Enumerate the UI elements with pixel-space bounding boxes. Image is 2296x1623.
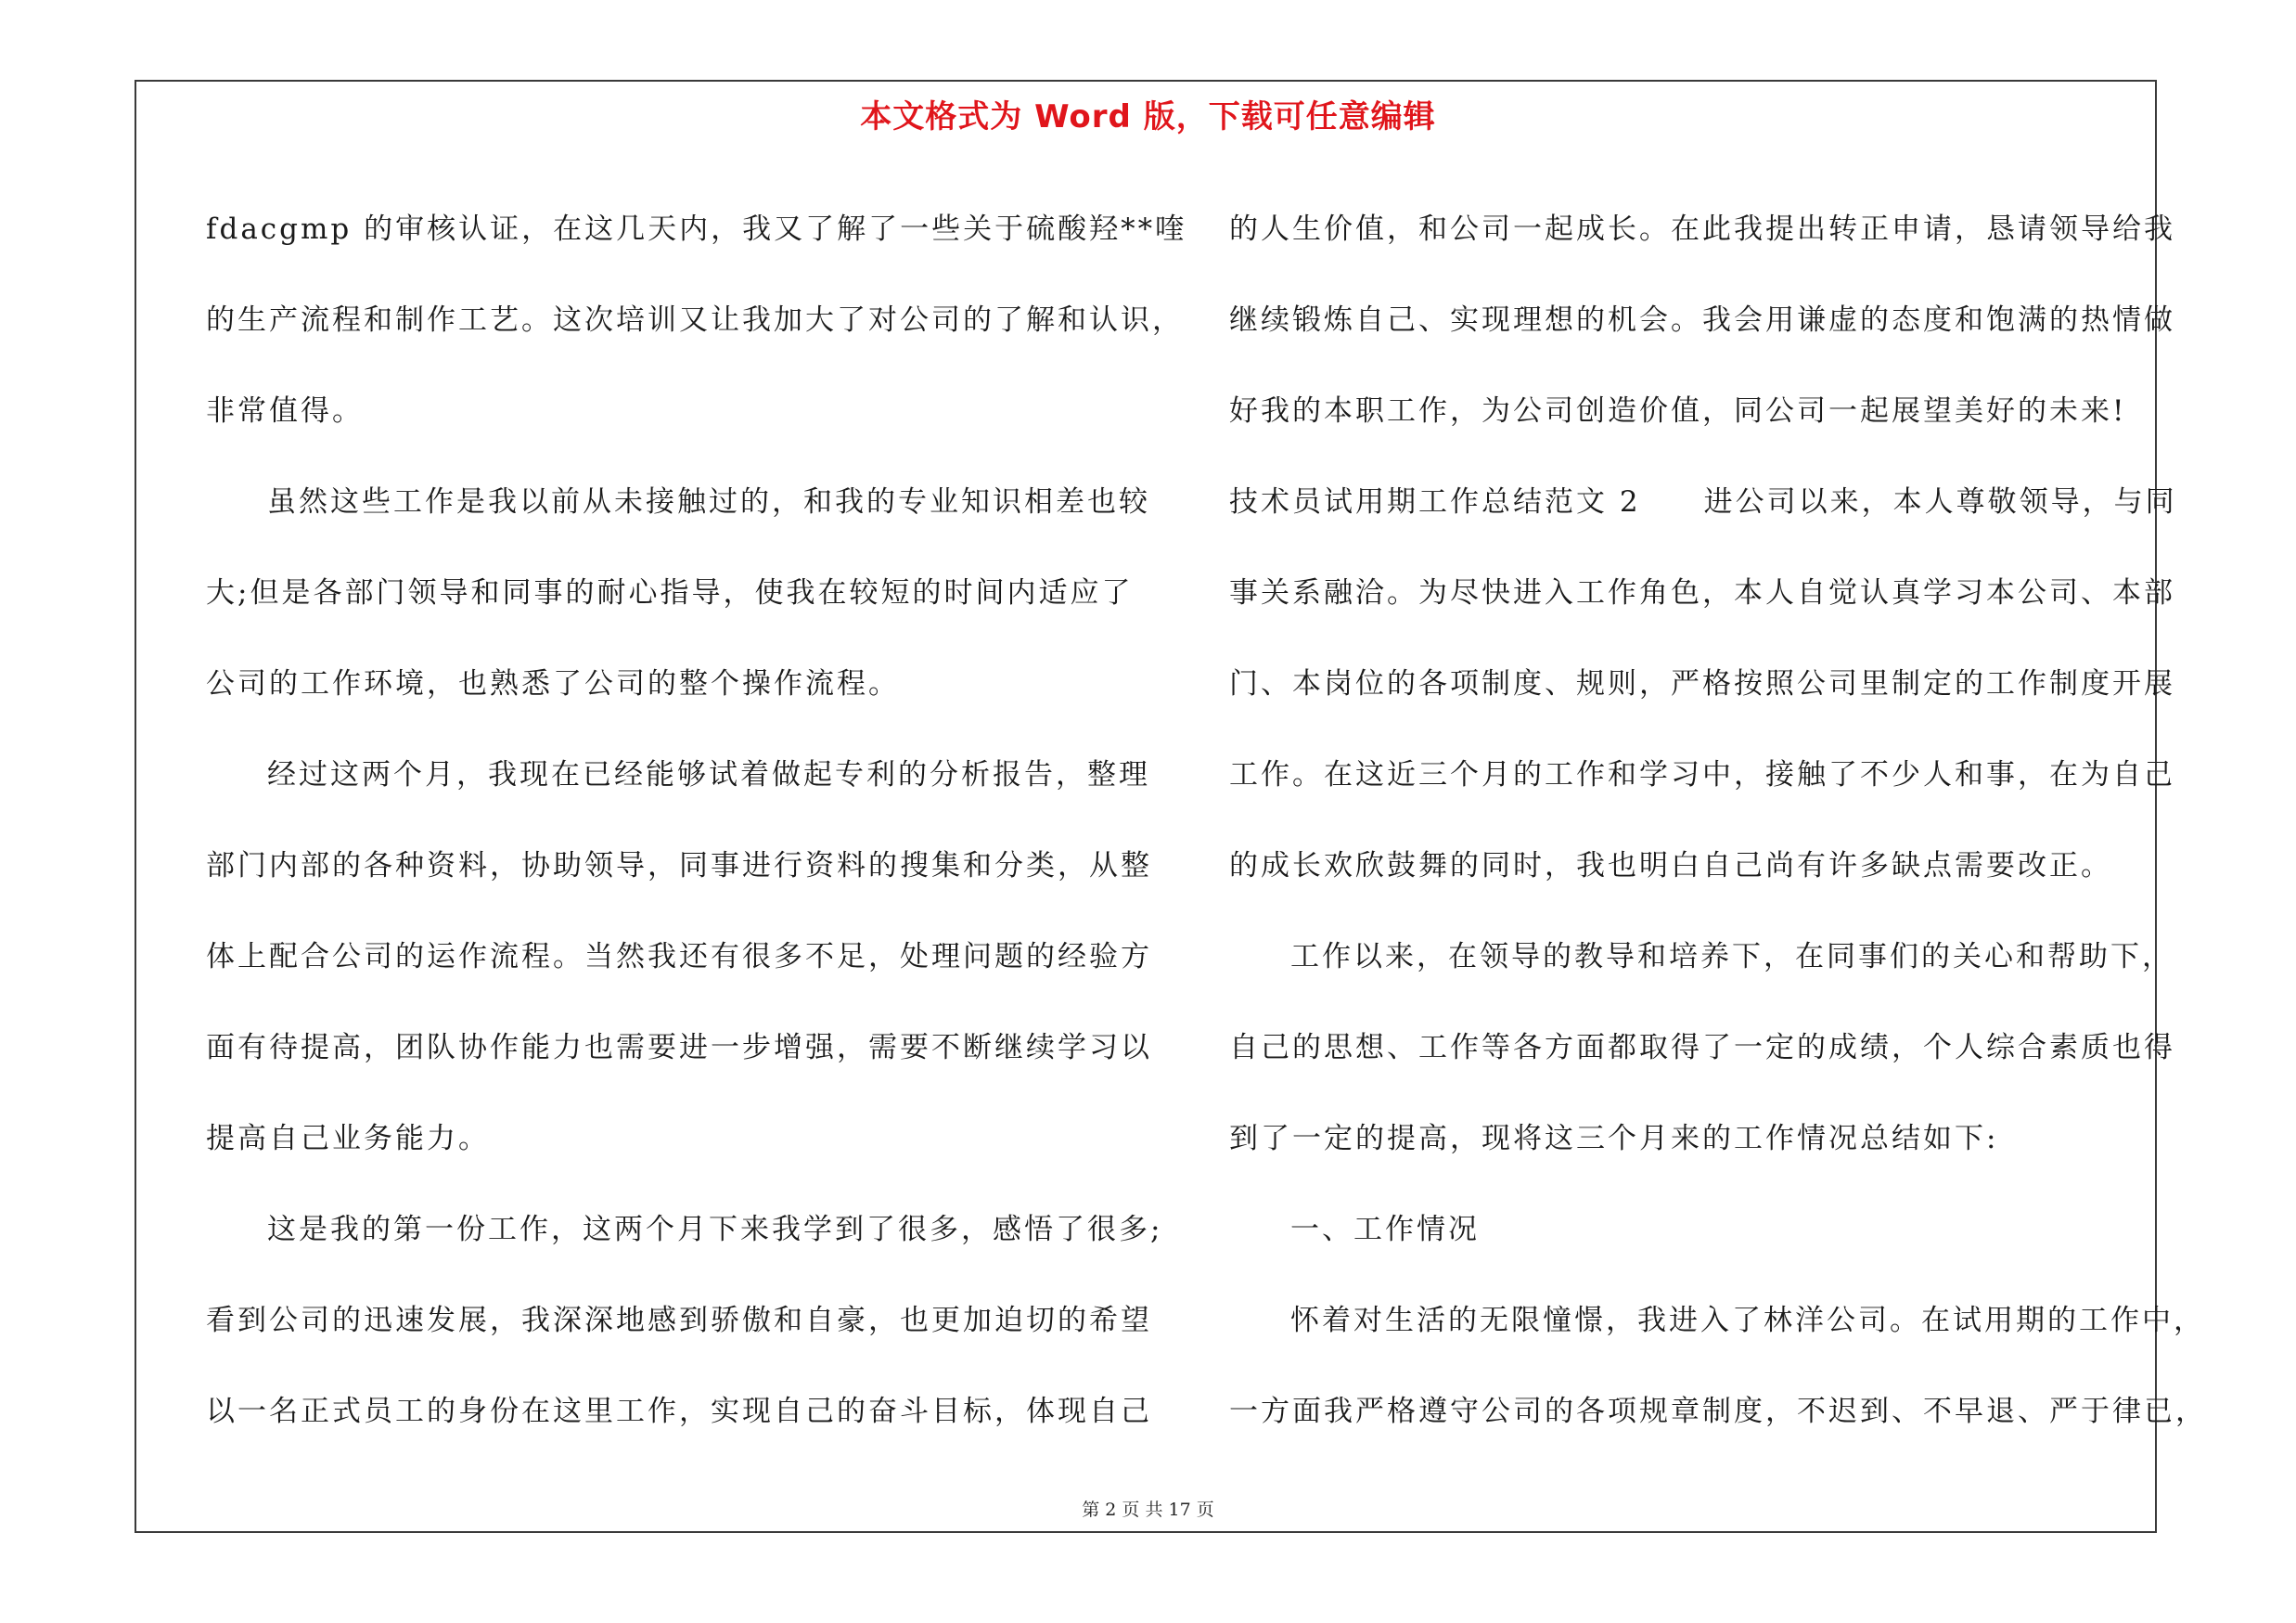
text-line: 以一名正式员工的身份在这里工作，实现自己的奋斗目标，体现自己 [206, 1395, 1152, 1428]
text-line: 公司的工作环境，也熟悉了公司的整个操作流程。 [206, 667, 900, 701]
page-footer: 第 2 页 共 17 页 [1082, 1500, 1214, 1520]
text-line: 到了一定的提高，现将这三个月来的工作情况总结如下: [1229, 1122, 1999, 1155]
text-line: 的成长欢欣鼓舞的同时，我也明白自己尚有许多缺点需要改正。 [1229, 849, 2112, 882]
text-line: 大;但是各部门领导和同事的耐心指导，使我在较短的时间内适应了 [206, 576, 1134, 610]
text-line: 好我的本职工作，为公司创造价值，同公司一起展望美好的未来! [1229, 394, 2127, 428]
text-line: 的人生价值，和公司一起成长。在此我提出转正申请，恳请领导给我 [1229, 213, 2175, 246]
text-line: 怀着对生活的无限憧憬，我进入了林洋公司。在试用期的工作中， [1290, 1304, 2205, 1337]
text-line: 这是我的第一份工作，这两个月下来我学到了很多，感悟了很多; [267, 1213, 1163, 1246]
text-line: 的生产流程和制作工艺。这次培训又让我加大了对公司的了解和认识， [206, 303, 1184, 337]
left-column [206, 184, 1187, 1457]
right-column [1229, 184, 2207, 1457]
text-line: 面有待提高，团队协作能力也需要进一步增强，需要不断继续学习以 [206, 1031, 1152, 1064]
text-line: 自己的思想、工作等各方面都取得了一定的成绩，个人综合素质也得 [1229, 1031, 2175, 1064]
text-line: 工作以来，在领导的教导和培养下，在同事们的关心和帮助下， [1290, 940, 2174, 973]
text-line: 工作。在这近三个月的工作和学习中，接触了不少人和事，在为自己 [1229, 758, 2175, 792]
text-line: 看到公司的迅速发展，我深深地感到骄傲和自豪，也更加迫切的希望 [206, 1304, 1152, 1337]
text-line: 体上配合公司的运作流程。当然我还有很多不足，处理问题的经验方 [206, 940, 1152, 973]
text-line: 继续锻炼自己、实现理想的机会。我会用谦虚的态度和饱满的热情做 [1229, 303, 2175, 337]
text-line: 一方面我严格遵守公司的各项规章制度，不迟到、不早退、严于律已， [1229, 1395, 2207, 1428]
text-line: 非常值得。 [206, 394, 364, 428]
text-line: 门、本岗位的各项制度、规则，严格按照公司里制定的工作制度开展 [1229, 667, 2175, 701]
text-line: 部门内部的各种资料，协助领导，同事进行资料的搜集和分类，从整 [206, 849, 1152, 882]
text-line: 一、工作情况 [1290, 1213, 1480, 1246]
format-banner: 本文格式为 Word 版，下载可任意编辑 [860, 98, 1436, 135]
text-line: 事关系融洽。为尽快进入工作角色，本人自觉认真学习本公司、本部 [1229, 576, 2175, 610]
text-line: 提高自己业务能力。 [206, 1122, 490, 1155]
text-line: 经过这两个月，我现在已经能够试着做起专利的分析报告，整理 [267, 758, 1150, 792]
text-line: 虽然这些工作是我以前从未接触过的，和我的专业知识相差也较 [267, 485, 1150, 519]
text-line: fdacgmp 的审核认证，在这几天内，我又了解了一些关于硫酸羟**喹 [206, 213, 1187, 246]
text-line: 技术员试用期工作总结范文 2 进公司以来，本人尊敬领导，与同 [1229, 485, 2177, 519]
